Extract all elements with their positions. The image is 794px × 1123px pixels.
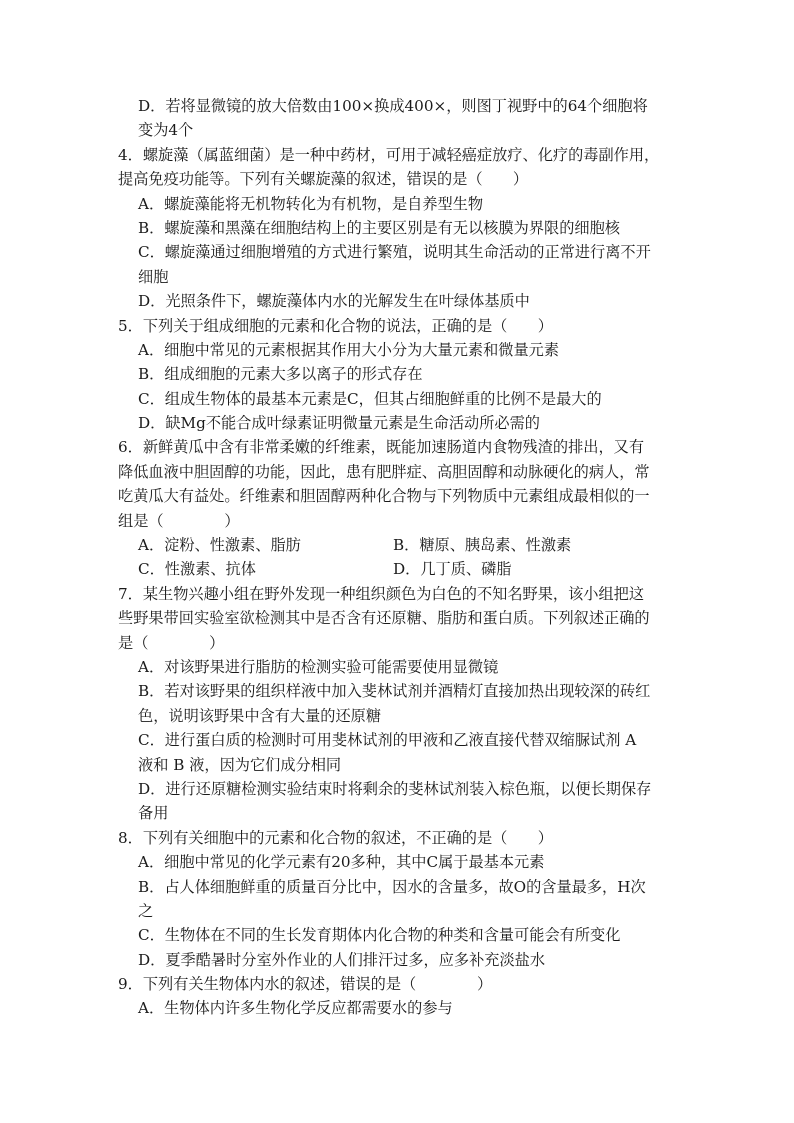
option-line: D．若将显微镜的放大倍数由100×换成400×，则图丁视野中的64个细胞将 <box>138 97 648 115</box>
question-stem-line: 5．下列关于组成细胞的元素和化合物的说法，正确的是（ ） <box>118 316 553 335</box>
option-line: D．光照条件下，螺旋藻体内水的光解发生在叶绿体基质中 <box>138 292 530 311</box>
option-line: B．组成细胞的元素大多以离子的形式存在 <box>138 365 423 384</box>
question-stem-line: 4．螺旋藻（属蓝细菌）是一种中药材，可用于减轻癌症放疗、化疗的毒副作用， <box>118 145 660 164</box>
option-line: D．缺Mg不能合成叶绿素证明微量元素是生命活动所必需的 <box>138 414 540 433</box>
question-stem-line: 9．下列有关生物体内水的叙述，错误的是（ ） <box>118 975 493 994</box>
option-line: A．细胞中常见的化学元素有20多种，其中C属于最基本元素 <box>138 853 545 872</box>
question-stem-line: 7．某生物兴趣小组在野外发现一种组织颜色为白色的不知名野果，该小组把这 <box>118 584 645 603</box>
option-line: D．进行还原糖检测实验结束时将剩余的斐林试剂装入棕色瓶，以便长期保存 <box>138 779 652 798</box>
continuation-line: 变为4个 <box>138 121 194 140</box>
option-line: A．细胞中常见的元素根据其作用大小分为大量元素和微量元素 <box>138 340 560 359</box>
option-line: B．占人体细胞鲜重的质量百分比中，因水的含量多，故O的含量最多，H次 <box>138 877 646 896</box>
option-text: A．淀粉、性激素、脂肪 <box>138 536 301 555</box>
option-line: A．生物体内许多生物化学反应都需要水的参与 <box>138 999 453 1018</box>
continuation-line: 液和 B 液，因为它们成分相同 <box>138 755 342 774</box>
option-pair-row <box>118 557 682 581</box>
question-stem-line: 组是（ ） <box>118 511 240 530</box>
option-line: D．夏季酷暑时分室外作业的人们排汗过多，应多补充淡盐水 <box>138 950 546 969</box>
question-stem-line: 些野果带回实验室欲检测其中是否含有还原糖、脂肪和蛋白质。下列叙述正确的 <box>118 609 650 628</box>
continuation-line: 之 <box>138 901 154 920</box>
question-stem-line: 是（ ） <box>118 633 225 652</box>
question-stem-line: 8．下列有关细胞中的元素和化合物的叙述，不正确的是（ ） <box>118 828 553 847</box>
option-line: C．生物体在不同的生长发育期体内化合物的种类和含量可能会有所变化 <box>138 926 621 945</box>
option-line: C．进行蛋白质的检测时可用斐林试剂的甲液和乙液直接代替双缩脲试剂 A <box>138 731 637 750</box>
option-line: A．对该野果进行脂肪的检测实验可能需要使用显微镜 <box>138 657 499 676</box>
option-text: D．几丁质、磷脂 <box>393 560 512 579</box>
option-line: A．螺旋藻能将无机物转化为有机物，是自养型生物 <box>138 194 484 213</box>
option-text: B．糖原、胰岛素、性激素 <box>393 536 572 555</box>
question-stem-line: 提高免疫功能等。下列有关螺旋藻的叙述，错误的是（ ） <box>118 170 529 189</box>
continuation-line: 备用 <box>138 804 169 823</box>
continuation-line: 色，说明该野果中含有大量的还原糖 <box>138 706 381 725</box>
option-text: C．性激素、抗体 <box>138 560 256 579</box>
option-pair-row <box>118 533 682 557</box>
question-stem-line: 吃黄瓜大有益处。纤维素和胆固醇两种化合物与下列物质中元素组成最相似的一 <box>118 487 650 506</box>
question-stem-line: 降低血液中胆固醇的功能，因此，患有肥胖症、高胆固醇和动脉硬化的病人，常 <box>118 462 650 481</box>
option-line: B．螺旋藻和黑藻在细胞结构上的主要区别是有无以核膜为界限的细胞核 <box>138 218 620 237</box>
option-line: C．组成生物体的最基本元素是C，但其占细胞鲜重的比例不是最大的 <box>138 389 602 408</box>
option-line: C．螺旋藻通过细胞增殖的方式进行繁殖，说明其生命活动的正常进行离不开 <box>138 243 651 262</box>
exam-page <box>118 94 682 1021</box>
question-stem-line: 6．新鲜黄瓜中含有非常柔嫩的纤维素，既能加速肠道内食物残渣的排出，又有 <box>118 438 645 457</box>
option-line: B．若对该野果的组织样液中加入斐林试剂并酒精灯直接加热出现较深的砖红 <box>138 682 651 701</box>
continuation-line: 细胞 <box>138 267 169 286</box>
